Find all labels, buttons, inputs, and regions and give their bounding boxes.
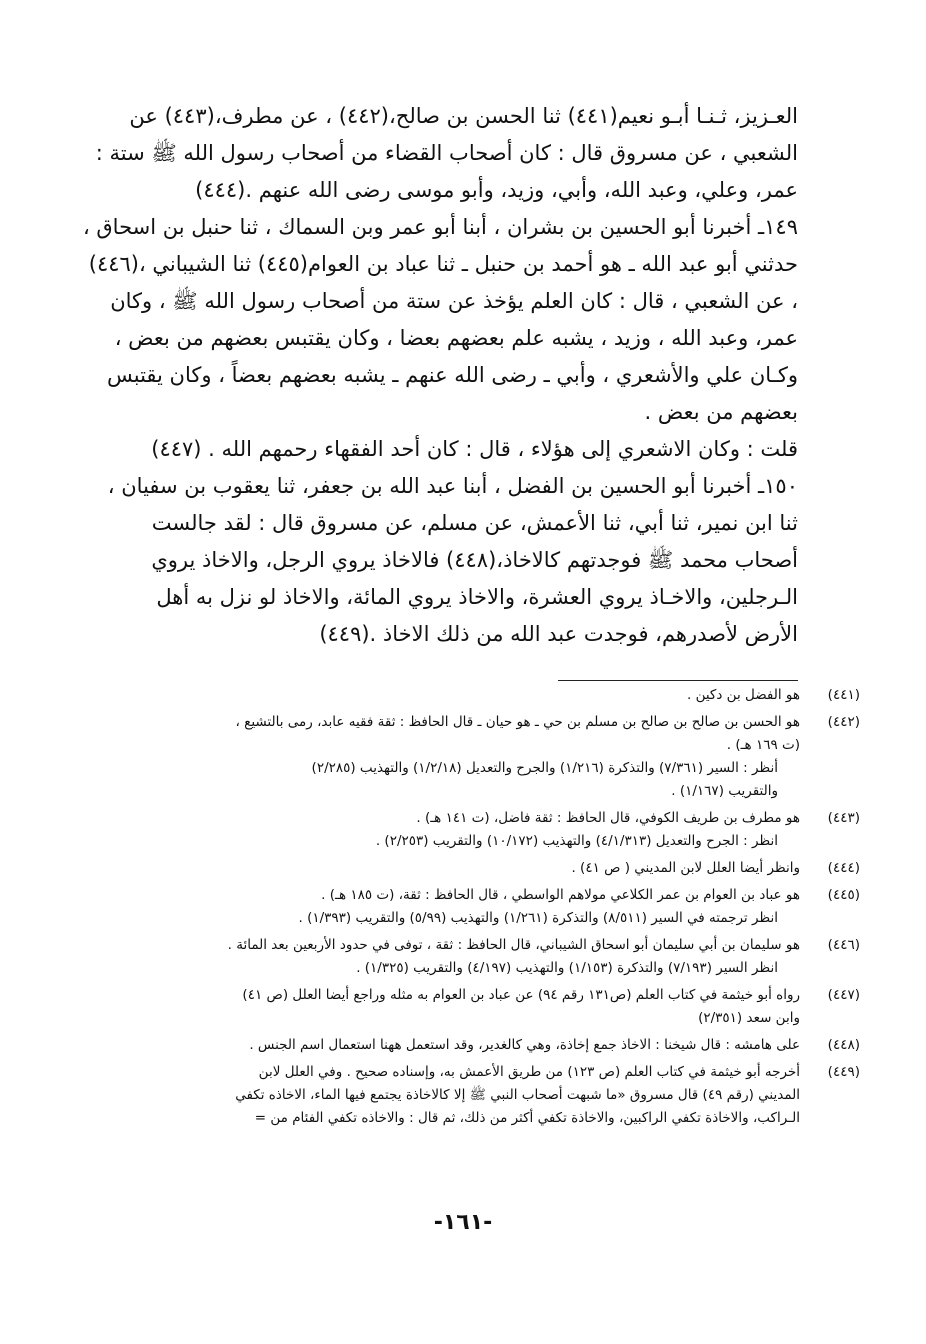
footnote-number: (٤٤٨): [827, 1037, 860, 1053]
text-line: ١٥٠ـ أخبرنا أبو الحسين بن الفضل ، أبنا عبد الله بن جعفر، ثنا يعقوب بن سفيان ،: [107, 474, 798, 498]
footnote-line: هو عباد بن العوام بن عمر الكلاعي مولاهم الواسطي ، قال الحافظ : ثقة، (ت ١٨٥ هـ) .: [321, 887, 800, 903]
footnote: [150, 934, 860, 980]
text-line: ١٤٩ـ أخبرنا أبو الحسين بن بشران ، أبنا أبو عمر وبن السماك ، ثنا حنبل بن اسحاق ،: [82, 215, 798, 239]
footnote-number: (٤٤١): [827, 687, 860, 703]
footnote-number: (٤٤٢): [827, 714, 860, 730]
footnote-reference: انظر ترجمته في السير (٨/٥١١) والتذكرة (١/٢٦١) والتهذيب (٥/٩٩) والتقريب (١/٣٩٣) .: [298, 910, 778, 926]
footnote-line: وانظر أيضا العلل لابن المديني ( ص ٤١) .: [571, 860, 800, 876]
footnote-line: على هامشه : قال شيخنا : الاخاذ جمع إخاذة، وهي كالغدير، وقد استعمل ههنا استعمال اسم الجنس .: [249, 1037, 800, 1053]
footnote-line: الـراكب، والاخاذة تكفي الراكبين، والاخاذة تكفي أكثر من ذلك، ثم قال : والاخاذه تكفي الفئام من =: [254, 1110, 800, 1126]
footnote: [150, 807, 860, 853]
footnote-line: رواه أبو خيثمة في كتاب العلم (ص١٣١ رقم ٩٤) عن عباد بن العوام به مثله وراجع أيضا العلل (ص ٤١): [242, 987, 800, 1003]
footnote-reference: انظر : الجرح والتعديل (٤/١/٣١٣) والتهذيب (١٠/١٧٢) والتقريب (٢/٢٥٣) .: [375, 833, 778, 849]
text-line: بعضهم من بعض .: [644, 400, 798, 424]
text-line: ، عن الشعبي ، قال : كان العلم يؤخذ عن ستة من أصحاب رسول الله ﷺ ، وكان: [110, 289, 798, 313]
text-line: الـرجلين، والاخـاذ يروي العشرة، والاخاذ يروي المائة، والاخاذ لو نزل به أهل: [156, 585, 798, 609]
footnote-line: هو الفضل بن دكين .: [687, 687, 800, 703]
text-line: الأرض لأصدرهم، فوجدت عبد الله من ذلك الاخاذ .(٤٤٩): [319, 622, 798, 646]
footnote-separator: [558, 680, 798, 681]
footnote-line: هو سليمان بن أبي سليمان أبو اسحاق الشيباني، قال الحافظ : ثقة ، توفى في حدود الأربعين بعد المائة .: [227, 937, 800, 953]
text-line: الشعبي ، عن مسروق قال : كان أصحاب القضاء من أصحاب رسول الله ﷺ ستة :: [95, 141, 798, 165]
text-line: وكـان علي والأشعري ، وأبي ـ رضى الله عنهم ـ يشبه بعضهم بعضاً ، وكان يقتبس: [106, 363, 798, 387]
footnote-reference: انظر السير (٧/١٩٣) والتذكرة (١/١٥٣) والتهذيب (٤/١٩٧) والتقريب (١/٣٢٥) .: [356, 960, 778, 976]
text-line: قلت : وكان الاشعري إلى هؤلاء ، قال : كان أحد الفقهاء رحمهم الله . (٤٤٧): [151, 437, 798, 461]
footnote-number: (٤٤٩): [827, 1064, 860, 1080]
text-line: حدثني أبو عبد الله ـ هو أحمد بن حنبل ـ ثنا عباد بن العوام(٤٤٥) ثنا الشيباني ،(٤٤٦): [88, 252, 798, 276]
main-text: [82, 98, 798, 653]
text-line: ثنا ابن نمير، ثنا أبي، ثنا الأعمش، عن مسلم، عن مسروق قال : لقد جالست: [151, 511, 798, 535]
text-line: عمر، وعبد الله ، وزيد ، يشبه علم بعضهم بعضا ، وكان يقتبس بعضهم من بعض ،: [114, 326, 798, 350]
footnote-line: أخرجه أبو خيثمة في كتاب العلم (ص ١٢٣) من طريق الأعمش به، وإسناده صحيح . وفي العلل لابن: [258, 1064, 800, 1080]
footnote-number: (٤٤٤): [827, 860, 860, 876]
text-line: العـزيز، ثـنـا أبـو نعيم(٤٤١) ثنا الحسن بن صالح،(٤٤٢) ، عن مطرف،(٤٤٣) عن: [129, 104, 798, 128]
footnote: [150, 984, 860, 1030]
footnote-number: (٤٤٣): [827, 810, 860, 826]
text-line: أصحاب محمد ﷺ فوجدتهم كالاخاذ،(٤٤٨) فالاخاذ يروي الرجل، والاخاذ يروي: [151, 548, 798, 572]
footnote: [150, 1034, 860, 1057]
footnote: [150, 684, 860, 707]
footnote: [150, 857, 860, 880]
footnote-number: (٤٤٧): [827, 987, 860, 1003]
page-number: -١٦١-: [433, 1210, 493, 1235]
footnote-number: (٤٤٥): [827, 887, 860, 903]
footnote-line: هو مطرف بن طريف الكوفي، قال الحافظ : ثقة فاضل، (ت ١٤١ هـ) .: [416, 810, 800, 826]
footnotes: [150, 684, 860, 1134]
footnote: [150, 1061, 860, 1130]
footnote: [150, 711, 860, 803]
footnote-line: (ت ١٦٩ هـ) .: [726, 737, 800, 753]
footnote-line: وابن سعد (٢/٣٥١): [698, 1010, 800, 1026]
footnote-reference: أنظر : السير (٧/٣٦١) والتذكرة (١/٢١٦) والجرح والتعديل (١/٢/١٨) والتهذيب (٢/٢٨٥): [311, 760, 778, 776]
footnote-reference: والتقريب (١/١٦٧) .: [671, 783, 778, 799]
footnote-number: (٤٤٦): [827, 937, 860, 953]
footnote-line: المديني (رقم ٤٩) قال مسروق «ما شبهت أصحاب النبي ﷺ إلا كالاخاذة يجتمع فيها الماء، الاخاذه تكفي: [235, 1087, 800, 1103]
footnote: [150, 884, 860, 930]
footnote-line: هو الحسن بن صالح بن صالح بن مسلم بن حي ـ هو حيان ـ قال الحافظ : ثقة فقيه عابد، رمى بالتشيع ،: [235, 714, 800, 730]
text-line: عمر، وعلي، وعبد الله، وأبي، وزيد، وأبو موسى رضى الله عنهم .(٤٤٤): [195, 178, 798, 202]
